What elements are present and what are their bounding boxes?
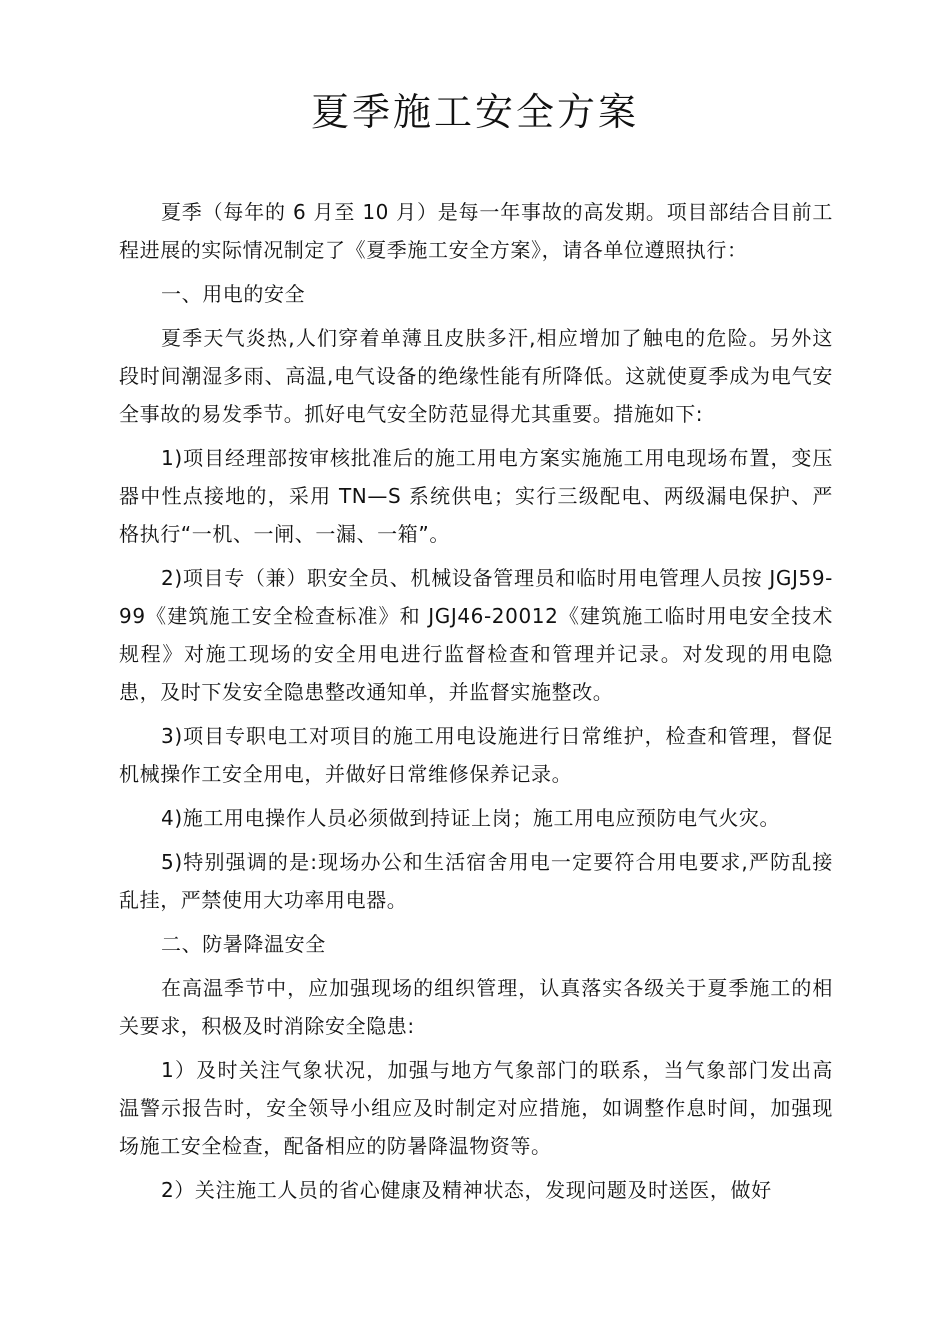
paragraph-heat-item-2: 2）关注施工人员的省心健康及精神状态，发现问题及时送医，做好: [161, 1178, 772, 1202]
paragraph-electricity-item-5: 5)特别强调的是:现场办公和生活宿舍用电一定要符合用电要求,严防乱接乱挂，严禁使用大功率用电器。: [119, 850, 833, 912]
paragraph-electricity-item-3: 3)项目专职电工对项目的施工用电设施进行日常维护，检查和管理，督促机械操作工安全用电，并做好日常维修保养记录。: [119, 724, 833, 786]
paragraph-electricity-item-2: 2)项目专（兼）职安全员、机械设备管理员和临时用电管理人员按 JGJ59-99《建筑施工安全检查标准》和 JGJ46-20012《建筑施工临时用电安全技术规程》对施工现场的安全用电进行监督检查和管理并记录。对发现的用电隐患，及时下发安全隐患整改通知单，并监督实施整改。: [119, 566, 833, 704]
paragraph-heat-item-1: 1）及时关注气象状况，加强与地方气象部门的联系，当气象部门发出高温警示报告时，安全领导小组应及时制定对应措施，如调整作息时间，加强现场施工安全检查，配备相应的防暑降温物资等。: [119, 1058, 833, 1158]
paragraph-intro: 夏季（每年的 6 月至 10 月）是每一年事故的高发期。项目部结合目前工程进展的实际情况制定了《夏季施工安全方案》，请各单位遵照执行：: [119, 200, 833, 262]
document-body: [119, 193, 833, 1215]
paragraph-electricity-item-4: 4)施工用电操作人员必须做到持证上岗；施工用电应预防电气火灾。: [161, 806, 781, 830]
document-title: 夏季施工安全方案: [310, 90, 639, 134]
section-heading-heat: 二、防暑降温安全: [161, 932, 326, 956]
paragraph-heat-overview: 在高温季节中，应加强现场的组织管理，认真落实各级关于夏季施工的相关要求，积极及时消除安全隐患:: [119, 976, 833, 1038]
paragraph-electricity-overview: 夏季天气炎热,人们穿着单薄且皮肤多汗,相应增加了触电的危险。另外这段时间潮湿多雨、高温,电气设备的绝缘性能有所降低。这就使夏季成为电气安全事故的易发季节。抓好电气安全防范显得尤其重要。措施如下:: [119, 326, 833, 426]
section-heading-electricity: 一、用电的安全: [161, 282, 306, 306]
paragraph-electricity-item-1: 1)项目经理部按审核批准后的施工用电方案实施施工用电现场布置，变压器中性点接地的，采用 TN—S 系统供电；实行三级配电、两级漏电保护、严格执行“一机、一闸、一漏、一箱”。: [119, 446, 833, 546]
